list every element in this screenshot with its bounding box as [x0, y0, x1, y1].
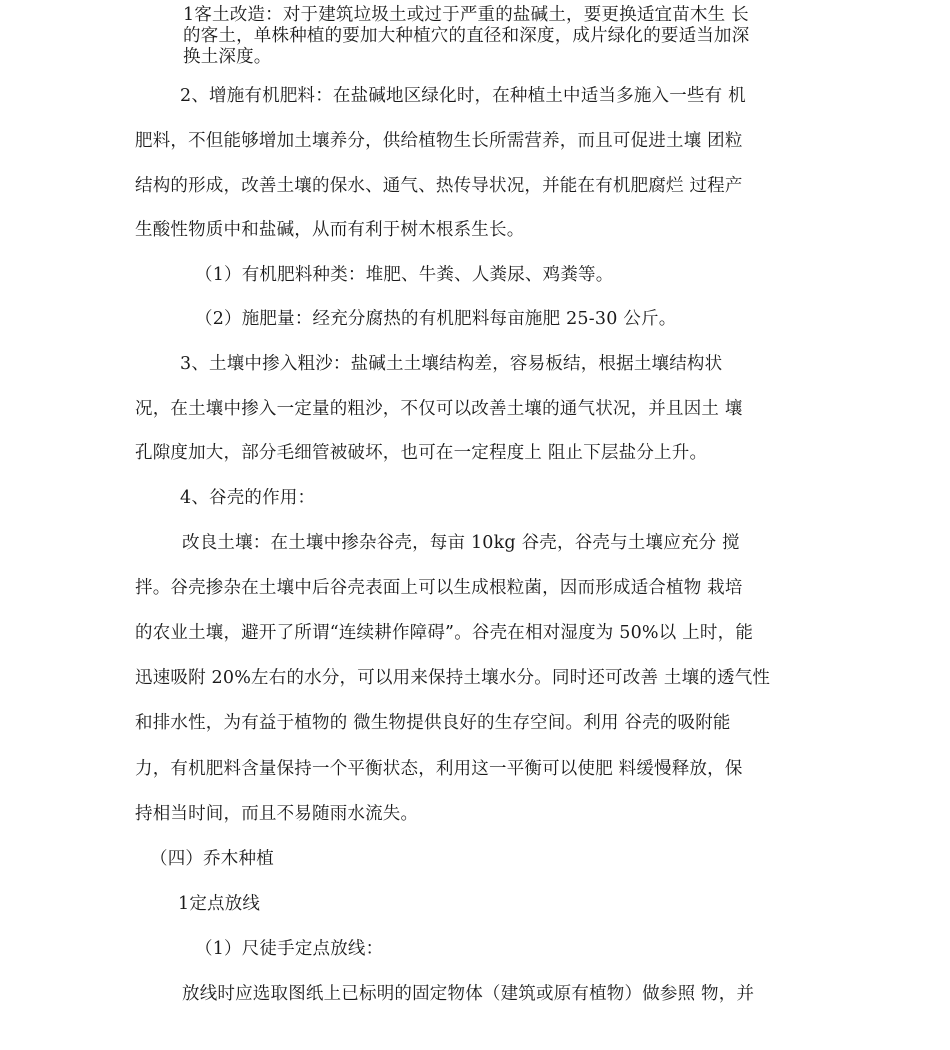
section-heading: （四）乔木种植 [150, 849, 274, 869]
list-item: （1）有机肥料种类：堆肥、牛粪、人粪尿、鸡粪等。 [195, 265, 614, 285]
text-line: 孔隙度加大，部分毛细管被破坏，也可在一定程度上 阻止下层盐分上升。 [135, 443, 708, 463]
text-line: 持相当时间，而且不易随雨水流失。 [135, 804, 419, 824]
text-line: 力，有机肥料含量保持一个平衡状态，利用这一平衡可以使肥 料缓慢释放，保 [135, 759, 743, 779]
text-line: 况，在土壤中掺入一定量的粗沙，不仅可以改善土壤的通气状况，并且因土 壤 [135, 399, 743, 419]
text-line: 改良土壤：在土壤中掺杂谷壳，每亩 10kg 谷壳，谷壳与土壤应充分 搅 [182, 533, 740, 553]
text-line: 2、增施有机肥料：在盐碱地区绿化时，在种植土中适当多施入一些有 机 [180, 86, 746, 106]
text-line: 生酸性物质中和盐碱，从而有利于树木根系生长。 [135, 220, 525, 240]
list-item: （2）施肥量：经充分腐热的有机肥料每亩施肥 25-30 公斤。 [195, 309, 677, 329]
subsection-heading: 1定点放线 [178, 894, 261, 914]
text-line: 的客土，单株种植的要加大种植穴的直径和深度，成片绿化的要适当加深 [183, 26, 750, 46]
text-line: 1客土改造：对于建筑垃圾土或过于严重的盐碱土，要更换适宜苗木生 长 [183, 5, 749, 25]
text-line: 肥料，不但能够增加土壤养分，供给植物生长所需营养，而且可促进土壤 团粒 [135, 131, 743, 151]
section-heading: 4、谷壳的作用： [180, 488, 316, 508]
text-line: 换土深度。 [183, 47, 272, 67]
text-line: 和排水性，为有益于植物的 微生物提供良好的生存空间。利用 谷壳的吸附能 [135, 713, 731, 733]
text-line: 拌。谷壳掺杂在土壤中后谷壳表面上可以生成根粒菌，因而形成适合植物 栽培 [135, 578, 743, 598]
text-line: 3、土壤中掺入粗沙：盐碱土土壤结构差，容易板结，根据土壤结构状 [180, 354, 723, 374]
text-line: 放线时应选取图纸上已标明的固定物体（建筑或原有植物）做参照 物，并 [182, 984, 755, 1004]
text-line: 结构的形成，改善土壤的保水、通气、热传导状况，并能在有机肥腐烂 过程产 [135, 176, 743, 196]
list-item: （1）尺徒手定点放线： [195, 939, 384, 959]
text-line: 迅速吸附 20%左右的水分，可以用来保持土壤水分。同时还可改善 土壤的透气性 [135, 668, 771, 688]
text-line: 的农业土壤，避开了所谓“连续耕作障碍”。谷壳在相对湿度为 50%以 上时，能 [135, 623, 754, 643]
